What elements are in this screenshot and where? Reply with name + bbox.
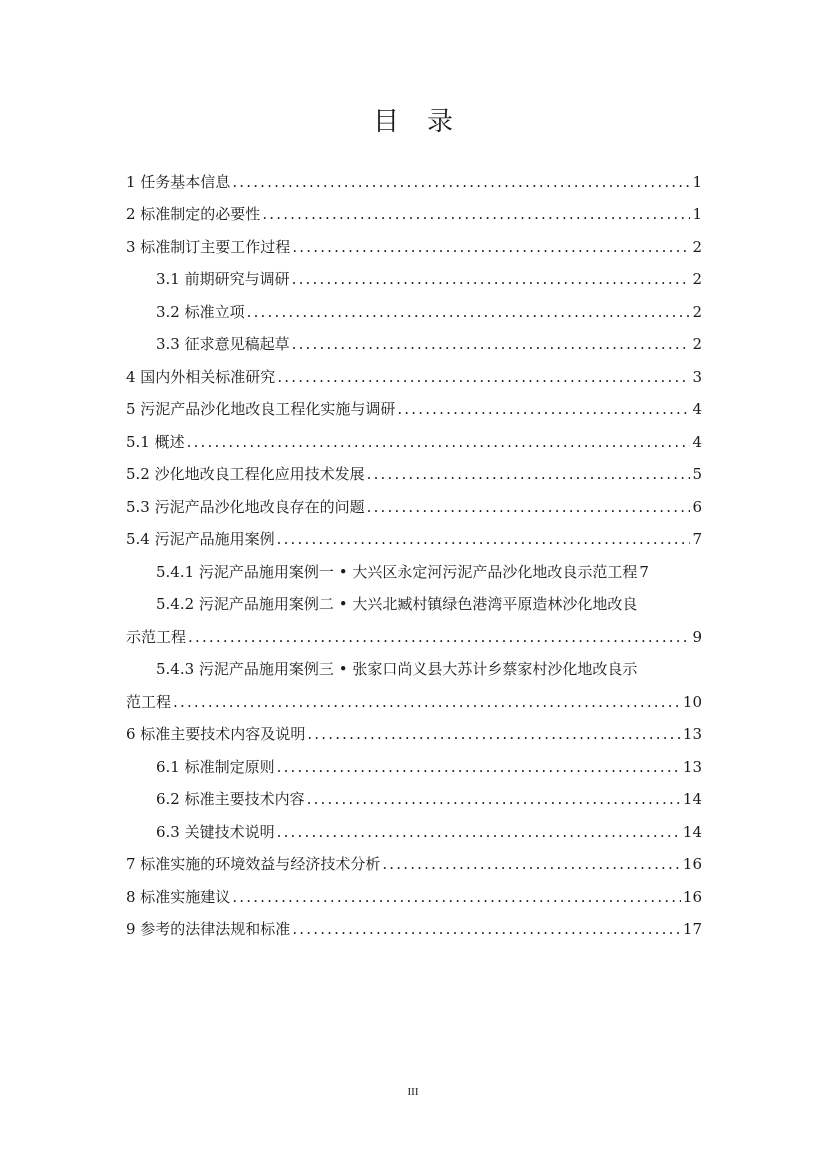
- toc-entry-page: 10: [682, 693, 702, 711]
- toc-entry-title: 1 任务基本信息: [126, 173, 231, 191]
- toc-leader: [292, 263, 691, 295]
- toc-entry-title: 6.3 关键技术说明: [156, 823, 275, 841]
- toc-entry-title: 4 国内外相关标准研究: [126, 368, 276, 386]
- toc-entry-6-2[interactable]: [156, 783, 702, 815]
- toc-entry-page: 4: [692, 433, 702, 451]
- toc-entry-title: 5.2 沙化地改良工程化应用技术发展: [126, 465, 365, 483]
- toc-entry-page: 7: [692, 530, 702, 548]
- toc-entry-title: 3 标准制订主要工作过程: [126, 238, 291, 256]
- page-title: [0, 104, 826, 140]
- toc-leader: [173, 686, 681, 718]
- toc-entry-page: 2: [692, 335, 702, 353]
- toc-entry-title: 5.4 污泥产品施用案例: [126, 530, 275, 548]
- toc-leader: [292, 231, 690, 263]
- toc-entry-6[interactable]: [126, 718, 702, 750]
- toc-entry-5-1[interactable]: [126, 426, 702, 458]
- toc-leader: [397, 393, 690, 425]
- toc-entry-title: 5.4.2 污泥产品施用案例二 • 大兴北臧村镇绿色港湾平原造林沙化地改良: [156, 595, 638, 613]
- toc-entry-page: 3: [692, 368, 702, 386]
- toc-entry-title-cont: 示范工程: [126, 628, 187, 646]
- toc-leader: [262, 198, 690, 230]
- toc-entry-page: 1: [692, 205, 702, 223]
- toc-entry-title: 5.3 污泥产品沙化地改良存在的问题: [126, 498, 365, 516]
- toc-leader: [247, 296, 691, 328]
- toc-leader: [188, 621, 690, 653]
- toc-entry-title: 8 标准实施建议: [126, 888, 231, 906]
- toc-leader: [292, 913, 681, 945]
- toc-entry-5-4-3-cont[interactable]: [126, 686, 702, 718]
- toc-leader: [292, 328, 691, 360]
- toc-entry-5-4-2[interactable]: [156, 588, 702, 620]
- footer-page-number: III: [407, 1086, 419, 1098]
- toc-entry-page: 4: [692, 400, 702, 418]
- toc-leader: [277, 751, 681, 783]
- toc-entry-8[interactable]: [126, 881, 702, 913]
- toc-entry-3-1[interactable]: [156, 263, 702, 295]
- toc-leader: [232, 166, 690, 198]
- toc-leader: [277, 523, 691, 555]
- toc-entry-3[interactable]: [126, 231, 702, 263]
- toc-entry-page: 17: [682, 920, 702, 938]
- toc-entry-5-2[interactable]: [126, 458, 702, 490]
- toc-entry-5-3[interactable]: [126, 491, 702, 523]
- toc-entry-5-4-3[interactable]: [156, 653, 702, 685]
- toc-entry-page: 7: [639, 563, 649, 581]
- toc-entry-6-3[interactable]: [156, 816, 702, 848]
- toc-entry-title: 3.3 征求意见稿起草: [156, 335, 290, 353]
- toc-entry-3-3[interactable]: [156, 328, 702, 360]
- toc-entry-title: 6.1 标准制定原则: [156, 758, 275, 776]
- toc-leader: [367, 491, 691, 523]
- toc-entry-page: 13: [682, 758, 702, 776]
- toc-entry-page: 2: [692, 238, 702, 256]
- toc-leader: [367, 458, 691, 490]
- toc-entry-title: 3.2 标准立项: [156, 303, 245, 321]
- toc-entry-5-4-1[interactable]: [156, 556, 702, 588]
- toc-entry-title: 7 标准实施的环境效益与经济技术分析: [126, 855, 381, 873]
- toc-entry-5[interactable]: [126, 393, 702, 425]
- toc-leader: [382, 848, 681, 880]
- toc-leader: [232, 881, 681, 913]
- toc-entry-4[interactable]: [126, 361, 702, 393]
- toc-entry-1[interactable]: [126, 166, 702, 198]
- toc-entry-title: 6.2 标准主要技术内容: [156, 790, 305, 808]
- toc-entry-title: 5.4.3 污泥产品施用案例三 • 张家口尚义县大苏计乡蔡家村沙化地改良示: [156, 660, 638, 678]
- toc-entry-page: 13: [682, 725, 702, 743]
- toc-entry-page: 14: [682, 823, 702, 841]
- page-title-char-1: 目: [372, 107, 399, 137]
- toc-entry-page: 14: [682, 790, 702, 808]
- toc-entry-title: 3.1 前期研究与调研: [156, 270, 290, 288]
- page-title-char-2: 录: [427, 107, 454, 137]
- toc-entry-title: 5 污泥产品沙化地改良工程化实施与调研: [126, 400, 396, 418]
- toc-entry-page: 1: [692, 173, 702, 191]
- toc-entry-5-4[interactable]: [126, 523, 702, 555]
- toc-entry-page: 6: [692, 498, 702, 516]
- toc-entry-page: 2: [692, 270, 702, 288]
- toc-leader: [307, 783, 681, 815]
- toc-entry-5-4-2-cont[interactable]: [126, 621, 702, 653]
- toc-entry-page: 16: [682, 888, 702, 906]
- toc-entry-9[interactable]: [126, 913, 702, 945]
- toc-entry-page: 16: [682, 855, 702, 873]
- toc-entry-page: 9: [692, 628, 702, 646]
- toc-entry-title: 5.1 概述: [126, 433, 185, 451]
- toc-entry-2[interactable]: [126, 198, 702, 230]
- toc-entry-page: 2: [692, 303, 702, 321]
- toc-entry-title: 6 标准主要技术内容及说明: [126, 725, 306, 743]
- toc-entry-title: 5.4.1 污泥产品施用案例一 • 大兴区永定河污泥产品沙化地改良示范工程: [156, 563, 638, 581]
- toc-entry-title: 9 参考的法律法规和标准: [126, 920, 291, 938]
- toc-leader: [187, 426, 691, 458]
- toc-entry-3-2[interactable]: [156, 296, 702, 328]
- toc-entry-6-1[interactable]: [156, 751, 702, 783]
- toc-entry-7[interactable]: [126, 848, 702, 880]
- toc-leader: [307, 718, 681, 750]
- toc-entry-page: 5: [692, 465, 702, 483]
- toc-leader: [277, 816, 681, 848]
- toc-leader: [277, 361, 690, 393]
- toc-entry-title-cont: 范工程: [126, 693, 172, 711]
- toc-entry-title: 2 标准制定的必要性: [126, 205, 261, 223]
